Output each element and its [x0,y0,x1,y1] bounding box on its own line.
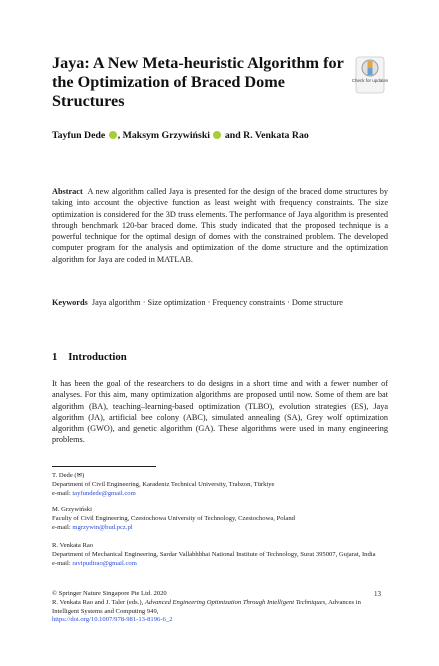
affiliation-dept: Faculty of Civil Engineering, Czestochowa University of Technology, Czestochowa, Poland [52,514,295,522]
affiliation-dept: Department of Mechanical Engineering, Sardar Vallabhbhai National Institute of Technology, Surat 395007, Gujarat, India [52,550,376,558]
author-list: Tayfun Dede , Maksym Grzywiński and R. Venkata Rao [52,130,309,141]
editors: R. Venkata Rao and J. Taler (eds.), [52,598,144,606]
keywords [52,297,388,308]
section-title: Introduction [68,351,127,363]
abstract [52,186,388,265]
keywords-text: Jaya algorithm · Size optimization · Frequency constraints · Dome structure [91,298,343,307]
author-name: Maksym Grzywiński [122,130,210,141]
email-label: e-mail: [52,523,71,531]
section-heading [52,351,127,363]
affiliation-block [52,472,388,498]
abstract-heading: Abstract [52,187,83,196]
author-name: R. Venkata Rao [243,130,309,141]
citation-line [52,599,362,617]
author-name: Tayfun Dede [52,130,106,141]
affiliation-name: R. Venkata Rao [52,542,94,549]
page-number: 13 [374,590,381,598]
affiliation-name: T. Dede (✉) [52,472,85,479]
email-label: e-mail: [52,489,71,497]
email-link[interactable]: mgrzywin@bud.pcz.pl [72,523,133,531]
orcid-icon[interactable] [109,131,117,139]
paper-title: Jaya: A New Meta-heuristic Algorithm for the Optimization of Braced Dome Structures [52,54,344,110]
affiliation-block [52,542,388,568]
keywords-heading: Keywords [52,298,88,307]
abstract-text: A new algorithm called Jaya is presented for the design of the braced dome structures by taking into account the objective function as least weight with frequency constraints. The size optimization is considered for the 3D truss elements. The performance of Jaya algorithm is presented through benchmark 120-bar braced dome. This study indicated that the proposed technique is a powerful technique for the optimal design of domes with the constrained problem. The developed computer program for the analysis and optimization of the dome structure and the optimization algorithm for Jaya are coded in MATLAB. [52,187,389,264]
orcid-icon[interactable] [213,131,221,139]
email-link[interactable]: tayfundede@gmail.com [72,489,136,497]
series-info: , Advances in Intelligent Systems and Computing 949, [52,598,361,615]
crossmark-label: Check for updates [351,78,389,83]
affiliation-block [52,506,388,532]
footnote-rule [52,466,156,467]
affiliation-name: M. Grzywiński [52,506,92,513]
author-separator: and [224,130,241,141]
email-link[interactable]: ravipudirao@gmail.com [72,559,137,567]
crossmark-icon[interactable] [355,56,385,94]
doi-link[interactable]: https://doi.org/10.1007/978-981-13-8196-6_2 [52,616,173,624]
section-number: 1 [52,351,58,363]
intro-paragraph: It has been the goal of the researchers to do designs in a short time and with a fewer number of analyses. For this aim, many optimization algorithms are proposed until now. Some of them are bat algorithm (BA), teaching–learning-based optimization (TLBO), evolution strategies (ES), Jaya algorithm (JA), artificial bee colony (ABC), simulated annealing (SA), Grey wolf optimization algorithm (GWO), and genetic algorithm (GA). These algorithms were used in many engineering problems. [52,379,388,445]
book-title: Advanced Engineering Optimization Through Intelligent Techniques [144,598,326,606]
email-label: e-mail: [52,559,71,567]
publication-footer [52,590,362,625]
affiliation-dept: Department of Civil Engineering, Karadeniz Technical University, Trabzon, Türkiye [52,480,275,488]
copyright-line: © Springer Nature Singapore Pte Ltd. 2020 [52,590,167,597]
